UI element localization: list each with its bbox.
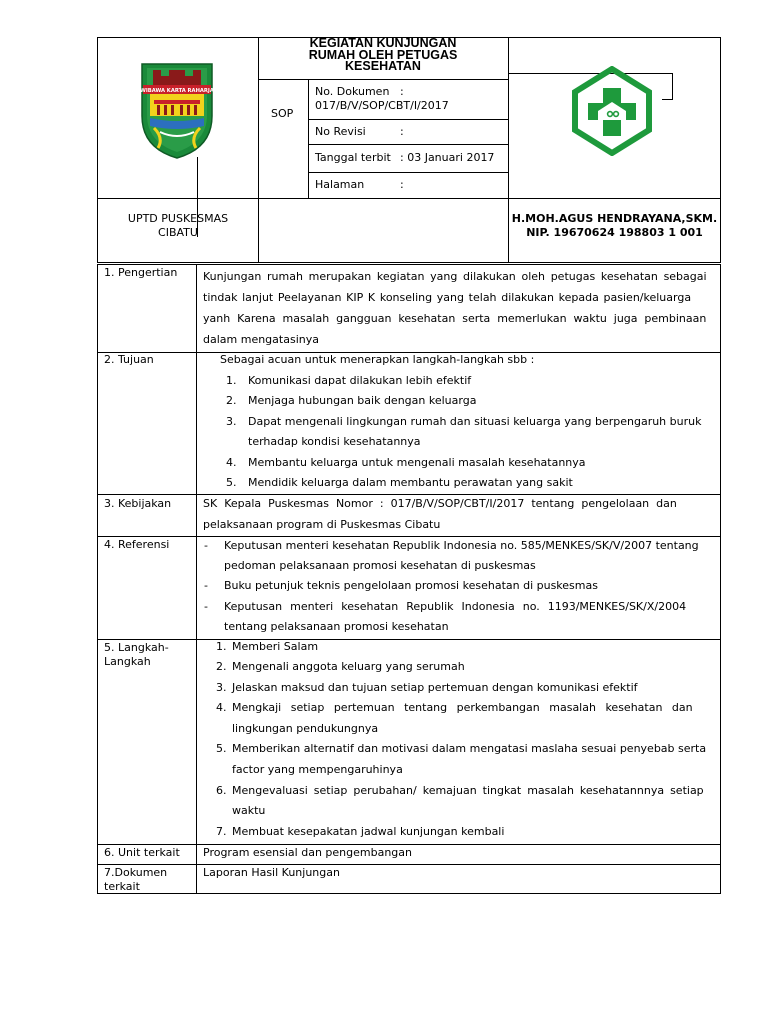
referensi-item-cont: tentang pelaksanaan promosi kesehatan xyxy=(224,620,449,633)
dokumen-terkait-value: Laporan Hasil Kunjungan xyxy=(203,866,340,879)
tujuan-item-cont: terhadap kondisi kesehatannya xyxy=(248,435,421,448)
unit-line-1: UPTD PUSKESMAS xyxy=(127,212,229,225)
referensi-label: 4. Referensi xyxy=(104,538,170,551)
referensi-bullet: - xyxy=(204,579,208,592)
halaman-label: Halaman xyxy=(315,178,365,191)
langkah-item-number: 3. xyxy=(216,681,227,694)
pengertian-line-3: yanh Karena masalah gangguan kesehatan serta memerlukan waktu juga pembinaan xyxy=(203,312,707,325)
signatory-name: H.MOH.AGUS HENDRAYANA,SKM. xyxy=(511,212,718,225)
langkah-label-line-2: Langkah xyxy=(104,655,151,668)
kebijakan-line-1: SK Kepala Puskesmas Nomor : 017/B/V/SOP/CBT/I/2017 tentang pengelolaan dan xyxy=(203,497,677,510)
sop-label: SOP xyxy=(271,107,294,120)
langkah-item: Membuat kesepakatan jadwal kunjungan kembali xyxy=(232,825,505,838)
terbit-value: : 03 Januari 2017 xyxy=(400,151,495,164)
langkah-label-line-1: 5. Langkah- xyxy=(104,641,169,654)
tujuan-item: Dapat mengenali lingkungan rumah dan situasi keluarga yang berpengaruh buruk xyxy=(248,415,702,428)
tujuan-item-number: 3. xyxy=(226,415,237,428)
pengertian-label: 1. Pengertian xyxy=(104,266,178,279)
tujuan-item-number: 4. xyxy=(226,456,237,469)
halaman-colon: : xyxy=(400,178,404,191)
tujuan-item-number: 2. xyxy=(226,394,237,407)
tujuan-item-number: 5. xyxy=(226,476,237,489)
kebijakan-line-2: pelaksanaan program di Puskesmas Cibatu xyxy=(203,518,441,531)
langkah-item-cont: lingkungan pendukungnya xyxy=(232,722,379,735)
referensi-item: Buku petunjuk teknis pengelolaan promosi kesehatan di puskesmas xyxy=(224,579,598,592)
title-line-3: KESEHATAN xyxy=(345,59,421,73)
referensi-item: Keputusan menteri kesehatan Republik Indonesia no. 585/MENKES/SK/V/2007 tentang xyxy=(224,539,699,552)
langkah-item: Mengkaji setiap pertemuan tentang perkembangan masalah kesehatan dan xyxy=(232,701,693,714)
langkah-label xyxy=(104,641,169,669)
terbit-label: Tanggal terbit xyxy=(315,151,391,164)
regency-crest-logo xyxy=(138,60,216,160)
tujuan-item: Membantu keluarga untuk mengenali masalah kesehatannya xyxy=(248,456,586,469)
puskesmas-logo xyxy=(566,66,658,156)
langkah-item-cont: factor yang mempengaruhinya xyxy=(232,763,403,776)
kebijakan-label: 3. Kebijakan xyxy=(104,497,172,510)
signatory-nip: NIP. 19670624 198803 1 001 xyxy=(526,226,703,239)
referensi-bullet: - xyxy=(204,539,208,552)
unit-line-2: CIBATU xyxy=(158,226,198,239)
dokumen-label-line-2: terkait xyxy=(104,880,140,893)
doc-no-value: 017/B/V/SOP/CBT/I/2017 xyxy=(315,99,449,112)
dokumen-label-line-1: 7.Dokumen xyxy=(104,866,168,879)
pengertian-line-2: tindak lanjut Peelayanan KIP K konseling yang telah dilakukan kepada pasien/keluarga xyxy=(203,291,692,304)
revisi-colon: : xyxy=(400,125,404,138)
title-line-1: KEGIATAN KUNJUNGAN xyxy=(309,36,457,50)
referensi-item-cont: pedoman pelaksanaan promosi kesehatan di puskesmas xyxy=(224,559,536,572)
langkah-item: Memberi Salam xyxy=(232,640,319,653)
referensi-item: Keputusan menteri kesehatan Republik Indonesia no. 1193/MENKES/SK/X/2004 xyxy=(224,600,687,613)
doc-no-label: No. Dokumen xyxy=(315,85,390,98)
unit-terkait-value: Program esensial dan pengembangan xyxy=(203,846,412,859)
tujuan-intro: Sebagai acuan untuk menerapkan langkah-langkah sbb : xyxy=(220,353,535,366)
langkah-item-number: 5. xyxy=(216,742,227,755)
crest-banner-text: WIBAWA KARTA RAHARJA xyxy=(140,88,214,94)
dokumen-terkait-label xyxy=(104,866,167,894)
signatory xyxy=(509,212,720,240)
tujuan-item: Komunikasi dapat dilakukan lebih efektif xyxy=(248,374,472,387)
langkah-item-number: 4. xyxy=(216,701,227,714)
title-line-2: RUMAH OLEH PETUGAS xyxy=(308,47,458,62)
unit-terkait-label: 6. Unit terkait xyxy=(104,846,180,859)
referensi-bullet: - xyxy=(204,600,208,613)
revisi-label: No Revisi xyxy=(315,125,366,138)
langkah-item: Mengevaluasi setiap perubahan/ kemajuan tingkat masalah kesehatannnya setiap xyxy=(232,784,704,797)
pengertian-line-4: dalam mengatasinya xyxy=(203,333,319,346)
langkah-item-cont: waktu xyxy=(232,804,266,817)
pengertian-line-1: Kunjungan rumah merupakan kegiatan yang dilakukan oleh petugas kesehatan sebagai xyxy=(203,270,707,283)
langkah-item: Mengenali anggota keluarg yang serumah xyxy=(232,660,465,673)
unit-name xyxy=(98,212,258,240)
tujuan-item: Menjaga hubungan baik dengan keluarga xyxy=(248,394,477,407)
langkah-item: Jelaskan maksud dan tujuan setiap pertemuan dengan komunikasi efektif xyxy=(232,681,638,694)
langkah-item-number: 7. xyxy=(216,825,227,838)
langkah-item-number: 6. xyxy=(216,784,227,797)
langkah-item: Memberikan alternatif dan motivasi dalam mengatasi maslaha sesuai penyebab serta xyxy=(232,742,707,755)
doc-no-colon: : xyxy=(400,85,404,98)
langkah-item-number: 2. xyxy=(216,660,227,673)
tujuan-item-number: 1. xyxy=(226,374,237,387)
tujuan-item: Mendidik keluarga dalam membantu perawatan yang sakit xyxy=(248,476,573,489)
tujuan-label: 2. Tujuan xyxy=(104,353,154,366)
document-title xyxy=(258,38,508,73)
langkah-item-number: 1. xyxy=(216,640,227,653)
